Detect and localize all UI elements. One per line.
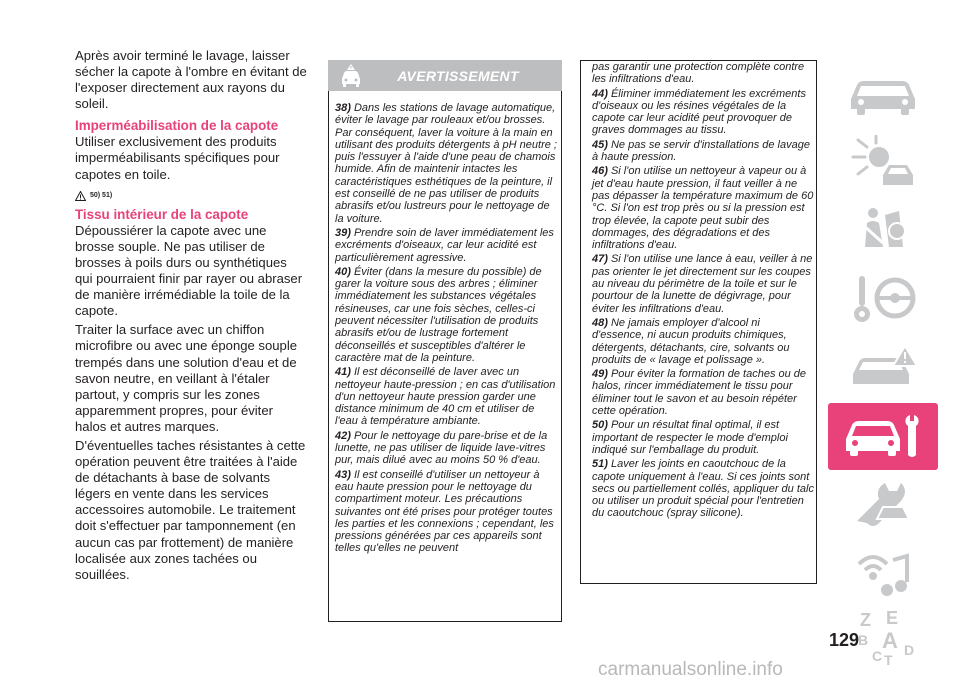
car-maintenance-icon	[838, 409, 928, 464]
warning-item: 41) Il est déconseillé de laver avec un nettoyeur haute-pression ; en cas d'utilisation d'un nettoyeur haute pression garder une distance minimum de 40 cm et utiliser de l'eau à température ambiante.	[335, 366, 556, 428]
car-dashboard-icon	[843, 69, 923, 119]
tab-car-maintenance[interactable]	[828, 403, 938, 470]
warning-item: 48) Ne jamais employer d'alcool ni d'essence, ni aucun produits chimiques, détergents, détachants, cire, solvants ou produits de « lavage et polissage ».	[592, 316, 790, 366]
warning-item: 50) Pour un résultat final optimal, il est important de respecter le mode d'emploi indiqué sur l'emballage du produit.	[592, 419, 788, 456]
chapter-sidebar	[828, 60, 938, 677]
index-letter: E	[886, 608, 899, 628]
wrench-specs-icon	[843, 477, 923, 532]
warning-item: 40) Éviter (dans la mesure du possible) de garer la voiture sous des arbres ; éliminer immédiatement les substances végétales résineuses, car une fois sèches, celles-ci peuvent nécessiter l'utilisation de produits abrasifs et/ou de lustrage fortement déconseillés et susceptibles d'altérer le caractère mat de la peinture.	[335, 265, 542, 364]
warning-item: 42) Pour le nettoyage du pare-brise et de la lunette, ne pas utiliser de liquide lave-vitres pur, mais dilué avec au moins 50 % d'eau.	[335, 429, 548, 467]
paragraph: Utiliser exclusivement des produits imperméabilisants spécifiques pour capotes en toile.	[75, 134, 280, 182]
index-letter: Z	[860, 610, 871, 630]
multimedia-icon	[843, 546, 923, 601]
section-heading: Imperméabilisation de la capote	[75, 118, 279, 134]
warning-title: AVERTISSEMENT	[397, 67, 519, 84]
warning-item: 43) Il est conseillé d'utiliser un nettoyeur à eau haute pression pour le nettoyage du compartiment moteur. Les précautions suivantes ont été prises pour protéger toutes les parties et les connexions ; cependant, les pressions générées par ces appareils sont telles qu'elles ne peuvent	[335, 468, 554, 555]
tab-multimedia[interactable]	[828, 540, 938, 607]
page-number: 129	[829, 630, 860, 650]
warning-triangle-icon	[75, 191, 86, 201]
warning-item: 49) Pour éviter la formation de taches ou de halos, rincer immédiatement le tissu pour éliminer tout le savon et au besoin répéter cette opération.	[592, 368, 807, 418]
index-letter: T	[884, 652, 893, 668]
tab-car-dashboard[interactable]	[828, 60, 938, 127]
tab-car-emergency[interactable]	[828, 334, 938, 401]
paragraph: D'éventuelles taches résistantes à cette opération peuvent être traitées à l'aide de détachants à base de solvants légers en vente dans les services accessoires automobile. Le traitement doit s'effectuer par tamponnement (en aucun cas par frottement) de manière localisée aux zones tachées ou souillées.	[75, 437, 306, 582]
paragraph: Traiter la surface avec un chiffon microfibre ou avec une éponge souple trempés dans une solution d'eau et de savon neutre, en veillant à l'étaler partout, y compris sur les zones apparemment propres, pour éviter halos et autres marques.	[75, 322, 298, 434]
section-heading: Tissu intérieur de la capote	[75, 206, 249, 222]
airbag-safety-icon	[843, 203, 923, 258]
warning-item: 39) Prendre soin de laver immédiatement les excréments d'oiseaux, car leur acidité est particulièrement agressive.	[335, 226, 554, 264]
car-emergency-icon	[843, 340, 923, 395]
index-letter: D	[904, 642, 915, 658]
reference-numbers: 50) 51)	[90, 191, 113, 199]
warning-header	[328, 60, 562, 91]
watermark: carmanualsonline.info	[598, 659, 783, 680]
index-letter: A	[882, 628, 898, 653]
tab-airbag-safety[interactable]	[828, 197, 938, 264]
tab-key-steering[interactable]	[828, 266, 938, 333]
paragraph: Après avoir terminé le lavage, laisser sécher la capote à l'ombre en évitant de l'exposer directement aux rayons du soleil.	[75, 48, 307, 112]
tab-warning-lights[interactable]	[828, 129, 938, 196]
warning-item: 45) Ne pas se servir d'installations de lavage à haute pression.	[592, 138, 810, 164]
warning-continued-text: pas garantir une protection complète contre les infiltrations d'eau.	[592, 61, 805, 86]
car-warning-icon	[338, 64, 364, 88]
index-letter: B	[858, 632, 869, 648]
warning-item: 51) Laver les joints en caoutchouc de la capote uniquement à l'eau. Si ces joints sont secs ou partiellement collés, appliquer du talc ou utiliser un produit spécial pour l'entretien du caoutchouc (spray silicone).	[592, 458, 814, 520]
main-text-column	[75, 48, 307, 583]
warning-list-continued	[592, 61, 814, 522]
index-letter: C	[872, 648, 883, 664]
warning-reference	[75, 188, 307, 204]
warning-item: 38) Dans les stations de lavage automatique, éviter le lavage par rouleaux et/ou brosses. Par conséquent, laver la voiture à la main en utilisant des produits détergents à pH neutre ; puis l'essuyer à l'aide d'une peau de chamois humide. Afin de maintenir intactes les caractéristiques esthétiques de la peinture, il est conseillé de ne pas utiliser de produits abrasifs et/ou lustreurs pour le nettoyage de la voiture.	[335, 102, 557, 225]
warning-lights-icon	[843, 135, 923, 190]
warning-list	[335, 102, 559, 557]
key-steering-icon	[843, 272, 923, 327]
tab-wrench-specs[interactable]	[828, 471, 938, 538]
warning-item: 44) Éliminer immédiatement les excréments d'oiseaux ou les résines végétales de la capote car leur acidité peut provoquer de graves dommages au tissu.	[592, 87, 806, 137]
paragraph: Dépoussiérer la capote avec une brosse souple. Ne pas utiliser de brosses à poils durs ou synthétiques qui pourraient finir par rayer ou abraser de manière irrémédiable la toile de la capote.	[75, 222, 303, 319]
warning-item: 47) Si l'on utilise une lance à eau, veiller à ne pas orienter le jet directement sur les coupes au niveau du périmètre de la toile et sur le pourtour de la lunette de dégivrage, pour éviter les infiltrations d'eau.	[592, 253, 813, 315]
warning-item: 46) Si l'on utilise un nettoyeur à vapeur ou à jet d'eau haute pression, il faut veiller à ne pas dépasser la température maximum de 60 °C. Si l'on est trop près ou si la pression est trop élevée, la capote peut subir des dommages, des dégradations et des infiltrations d'eau.	[592, 165, 814, 252]
